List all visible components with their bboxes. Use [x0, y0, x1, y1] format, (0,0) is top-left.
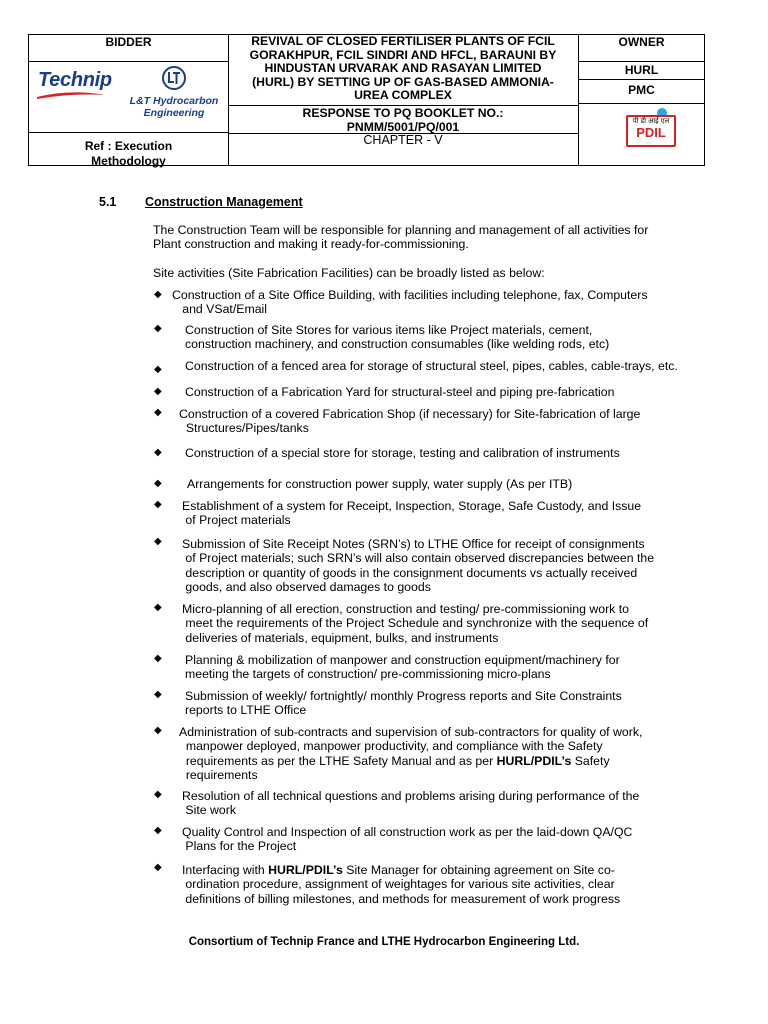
intro-line: The Construction Team will be responsible for planning and management of all activities for [153, 223, 649, 237]
item-line: goods, and also observed damages to goods [182, 579, 431, 594]
title-line: (HURL) BY SETTING UP OF GAS-BASED AMMONIA- [252, 74, 554, 89]
response-line: RESPONSE TO PQ BOOKLET NO.: [302, 106, 504, 120]
bullet-icon: ◆ [154, 536, 162, 547]
item-line: requirements as per the LTHE Safety Manual and as per HURL/PDIL’s Safety [179, 753, 610, 768]
emphasis-text: HURL/PDIL’s [268, 863, 343, 877]
bullet-icon: ◆ [154, 825, 162, 836]
item-line: Construction of a special store for storage, testing and calibration of instruments [185, 446, 620, 460]
bullet-icon: ◆ [154, 386, 162, 397]
bullet-icon: ◆ [154, 289, 162, 300]
list-item [182, 602, 702, 645]
item-line: Establishment of a system for Receipt, Inspection, Storage, Safe Custody, and Issue [182, 499, 642, 513]
list-item [179, 407, 699, 436]
bullet-icon: ◆ [154, 364, 162, 375]
list-item [185, 653, 705, 682]
list-item [182, 789, 702, 818]
bullet-icon: ◆ [154, 447, 162, 458]
list-item [172, 288, 692, 317]
intro-line: Plant construction and making it ready-for-commissioning. [153, 237, 469, 252]
pdil-logo-frame [626, 115, 676, 147]
item-line: requirements [179, 767, 258, 782]
bullet-icon: ◆ [154, 862, 162, 873]
item-line: Resolution of all technical questions and problems arising during performance of the [182, 789, 640, 803]
activities-intro: Site activities (Site Fabrication Facilities) can be broadly listed as below: [153, 266, 545, 280]
ref-line: Ref : Execution [84, 139, 173, 153]
bullet-icon: ◆ [154, 689, 162, 700]
title-line: REVIVAL OF CLOSED FERTILISER PLANTS OF FCIL [251, 34, 555, 48]
item-line: Construction of a fenced area for storage of structural steel, pipes, cables, cable-trays, etc. [185, 359, 678, 373]
item-line: meet the requirements of the Project Schedule and synchronize with the sequence of [182, 616, 649, 631]
item-line: Site work [182, 803, 236, 818]
emphasis-text: HURL/PDIL’s [496, 753, 572, 768]
list-item [182, 825, 702, 854]
item-line: Administration of sub-contracts and supervision of sub-contractors for quality of work, [179, 725, 643, 739]
technip-swoosh-icon [35, 91, 107, 101]
bullet-icon: ◆ [154, 789, 162, 800]
bullet-icon: ◆ [154, 323, 162, 334]
ref-line: Methodology [91, 154, 166, 168]
list-item [185, 446, 705, 460]
list-item [182, 499, 702, 528]
item-line: Micro-planning of all erection, construction and testing/ pre-commissioning work to [182, 602, 629, 616]
item-line: Construction of a Fabrication Yard for structural-steel and piping pre-fabrication [185, 385, 615, 399]
item-line: and VSat/Email [172, 302, 268, 317]
list-item [185, 359, 725, 373]
bullet-icon: ◆ [154, 725, 162, 736]
header-table [28, 34, 705, 166]
item-line: definitions of billing milestones, and methods for measurement of work progress [182, 891, 621, 906]
pmc-label: PMC [628, 83, 655, 97]
intro-paragraph [153, 223, 693, 252]
item-line: ordination procedure, assignment of weightages for various site activities, clear [182, 877, 615, 892]
item-line: deliveries of materials, equipment, bulks, and instruments [182, 630, 499, 645]
section-title: Construction Management [145, 195, 303, 209]
item-line: Submission of Site Receipt Notes (SRN’s) to LTHE Office for receipt of consignments [182, 537, 645, 551]
list-item [182, 537, 712, 594]
list-item [187, 477, 707, 491]
item-line: Plans for the Project [182, 839, 297, 854]
item-line: Construction of a covered Fabrication Shop (if necessary) for Site-fabrication of large [179, 407, 641, 421]
section-number: 5.1 [99, 195, 117, 209]
item-line: Construction of a Site Office Building, with facilities including telephone, fax, Computers [172, 288, 648, 302]
title-line: HINDUSTAN URVARAK AND RASAYAN LIMITED [264, 61, 542, 76]
item-line: reports to LTHE Office [185, 703, 307, 718]
item-line: Planning & mobilization of manpower and construction equipment/machinery for [185, 653, 620, 667]
bullet-icon: ◆ [154, 478, 162, 489]
bullet-icon: ◆ [154, 499, 162, 510]
lt-hydrocarbon-logo [119, 65, 229, 119]
item-line: Arrangements for construction power supply, water supply (As per ITB) [187, 477, 573, 491]
list-item [185, 385, 705, 399]
bullet-icon: ◆ [154, 602, 162, 613]
ref-execution-methodology [29, 139, 228, 169]
bullet-icon: ◆ [154, 653, 162, 664]
list-item [185, 323, 705, 352]
list-item [182, 863, 702, 906]
technip-logo: Technip [38, 69, 112, 91]
pdil-hindi-text: पी डी आई एल [632, 118, 670, 125]
item-line: Structures/Pipes/tanks [179, 421, 309, 436]
owner-value: HURL [624, 63, 659, 77]
lt-logo-line: L&T Hydrocarbon [129, 95, 219, 107]
item-line: Submission of weekly/ fortnightly/ monthly Progress reports and Site Constraints [185, 689, 622, 703]
item-line: Interfacing with HURL/PDIL’s Site Manager for obtaining agreement on Site co- [182, 863, 615, 877]
response-line: PNMM/5001/PQ/001 [346, 119, 460, 134]
lt-emblem-icon [161, 65, 187, 91]
chapter-label: CHAPTER - V [363, 133, 443, 147]
footer-consortium: Consortium of Technip France and LTHE Hydrocarbon Engineering Ltd. [188, 936, 580, 948]
list-item [185, 689, 705, 718]
title-line: UREA COMPLEX [354, 88, 452, 103]
response-booklet [228, 107, 578, 134]
item-line: manpower deployed, manpower productivity, and compliance with the Safety [179, 739, 603, 754]
item-line: construction machinery, and construction consumables (like welding rods, etc) [185, 337, 610, 352]
bullet-icon: ◆ [154, 407, 162, 418]
owner-label: OWNER [618, 35, 665, 49]
item-line: meeting the targets of construction/ pre-commissioning micro-plans [185, 667, 551, 682]
bidder-label: BIDDER [105, 35, 152, 49]
item-line: of Project materials; such SRN’s will also contain observed discrepancies between the [182, 551, 655, 566]
item-line: Quality Control and Inspection of all construction work as per the laid-down QA/QC [182, 825, 633, 839]
list-item [179, 725, 699, 782]
project-title [228, 35, 578, 103]
item-line: description or quantity of goods in the consignment documents vs actually received [182, 565, 638, 580]
pdil-text: PDIL [636, 125, 666, 140]
item-line: of Project materials [182, 513, 291, 528]
item-line: Construction of Site Stores for various items like Project materials, cement, [185, 323, 593, 337]
lt-logo-line: Engineering [143, 106, 205, 119]
title-line: GORAKHPUR, FCIL SINDRI AND HFCL, BARAUNI BY [249, 47, 557, 62]
